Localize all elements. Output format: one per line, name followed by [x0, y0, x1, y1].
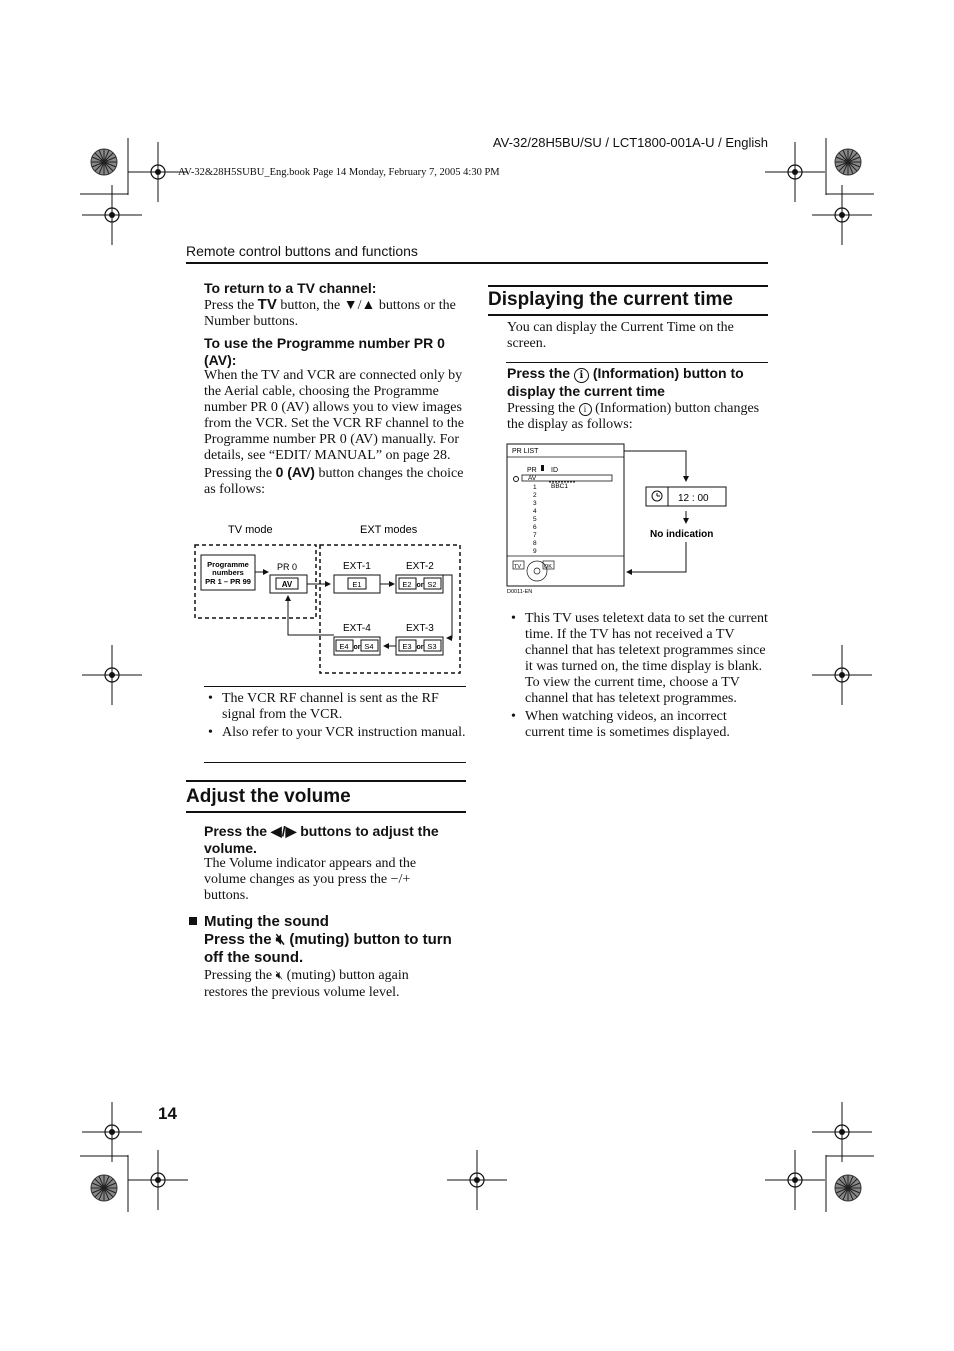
time-instruction: Press the i (Information) button to display the current time — [507, 365, 744, 399]
svg-text:7: 7 — [533, 532, 537, 539]
time-text: Pressing the i (Information) button changes the display as follows: — [507, 401, 760, 432]
display-diagram — [505, 443, 745, 598]
svg-text:EXT-3: EXT-3 — [406, 623, 434, 634]
svg-text:or: or — [416, 644, 424, 651]
pr0-heading: To use the Programme number PR 0 (AV): — [204, 335, 445, 368]
mute-icon: 🔇︎ — [275, 968, 284, 982]
svg-text:or: or — [353, 644, 361, 651]
book-stamp: AV-32&28H5SUBU_Eng.book Page 14 Monday, February 7, 2005 4:30 PM — [178, 167, 500, 178]
svg-text:PR: PR — [527, 467, 537, 474]
svg-text:or: or — [416, 582, 424, 589]
volume-title: Adjust the volume — [186, 786, 351, 807]
svg-text:PR 0: PR 0 — [277, 562, 298, 572]
svg-text:AV: AV — [281, 580, 293, 589]
note-item: • When watching videos, an incorrect current time is sometimes displayed. — [507, 709, 769, 741]
svg-text:12 : 00: 12 : 00 — [678, 493, 709, 504]
svg-text:D0011-EN: D0011-EN — [507, 589, 533, 595]
mode-diagram — [190, 518, 470, 680]
tv-mode-label: TV mode — [228, 524, 273, 536]
volume-instruction: Press the ◀/▶ buttons to adjust the volume. — [204, 823, 439, 856]
time-instr-rule — [506, 362, 768, 363]
time-intro: You can display the Current Time on the screen. — [507, 320, 734, 351]
time-notes — [507, 611, 769, 743]
tv-button-symbol: TV — [257, 296, 277, 313]
volume-text: The Volume indicator appears and the volume changes as you press the −/+ buttons. — [204, 856, 417, 903]
svg-text:4: 4 — [533, 508, 537, 515]
svg-text:PR 1 – PR 99: PR 1 – PR 99 — [205, 577, 251, 586]
mute-icon: 🔇︎ — [275, 931, 286, 948]
muting-text: Pressing the 🔇︎ (muting) button again restores the previous volume level. — [204, 968, 409, 1000]
muting-bullet-square — [189, 917, 197, 925]
svg-text:E3: E3 — [402, 642, 412, 651]
svg-text:S3: S3 — [427, 642, 437, 651]
svg-text:8: 8 — [533, 540, 537, 547]
muting-instruction: Press the 🔇︎ (muting) button to turn off the sound. — [204, 931, 452, 966]
svg-text:EXT-4: EXT-4 — [343, 623, 371, 634]
svg-text:Programme: Programme — [207, 560, 249, 569]
vcr-notes — [204, 691, 466, 743]
svg-text:9: 9 — [533, 548, 537, 555]
svg-text:S4: S4 — [364, 642, 374, 651]
pr0-text: When the TV and VCR are connected only by the Aerial cable, choosing the Programme number PR 0 (AV) allows you to view images from the VCR. Set the VCR RF channel to the Programme number PR 0 (AV) manually. For details, see “EDIT/ MANUAL” on page 28. Pressing the 0 (AV) button changes the choice as follows: — [204, 368, 465, 497]
svg-text:3: 3 — [533, 500, 537, 507]
page-number: 14 — [158, 1104, 177, 1123]
svg-text:S2: S2 — [427, 580, 437, 589]
av-button-symbol: 0 (AV) — [275, 464, 315, 480]
info-icon: i — [574, 368, 589, 383]
svg-text:ID: ID — [551, 467, 558, 474]
time-title: Displaying the current time — [488, 289, 733, 310]
note-item: • Also refer to your VCR instruction manual. — [204, 725, 466, 741]
svg-text:OK: OK — [544, 564, 552, 570]
svg-text:AV: AV — [528, 475, 537, 482]
section-title: Remote control buttons and functions — [186, 243, 418, 259]
notes-rule-bottom — [204, 762, 466, 763]
return-tv-text: Press the TV button, the ▼/▲ buttons or the Number buttons. — [204, 296, 456, 329]
svg-text:numbers: numbers — [212, 568, 244, 577]
svg-text:TV: TV — [514, 564, 522, 570]
info-icon: i — [579, 403, 592, 416]
volume-rule-bottom — [186, 811, 466, 813]
svg-text:E2: E2 — [402, 580, 412, 589]
svg-text:6: 6 — [533, 524, 537, 531]
svg-text:No indication: No indication — [650, 529, 714, 540]
time-rule-top — [488, 285, 768, 287]
svg-text:E1: E1 — [352, 580, 362, 589]
muting-title: Muting the sound — [204, 913, 329, 930]
svg-text:BBC1: BBC1 — [551, 483, 568, 490]
return-tv-heading: To return to a TV channel: — [204, 280, 377, 296]
pr-list-screen — [507, 444, 624, 586]
time-rule-bottom — [488, 314, 768, 316]
model-line: AV-32/28H5BU/SU / LCT1800-001A-U / English — [492, 135, 768, 150]
svg-text:PR LIST: PR LIST — [512, 448, 539, 455]
ext-modes-label: EXT modes — [360, 524, 418, 536]
ext-modes-box — [320, 545, 460, 673]
svg-text:5: 5 — [533, 516, 537, 523]
svg-text:EXT-2: EXT-2 — [406, 561, 434, 572]
svg-text:2: 2 — [533, 492, 537, 499]
note-item: • The VCR RF channel is sent as the RF signal from the VCR. — [204, 691, 466, 723]
volume-rule-top — [186, 780, 466, 782]
notes-rule-top — [204, 686, 466, 687]
svg-text:EXT-1: EXT-1 — [343, 561, 371, 572]
note-item: • This TV uses teletext data to set the current time. If the TV has not received a TV channel that has teletext programmes since it was turned on, the time display is blank. To view the current time, choose a TV channel that has teletext programmes. — [507, 611, 769, 707]
svg-text:1: 1 — [533, 484, 537, 491]
svg-text:E4: E4 — [339, 642, 349, 651]
header-rule — [186, 262, 768, 264]
